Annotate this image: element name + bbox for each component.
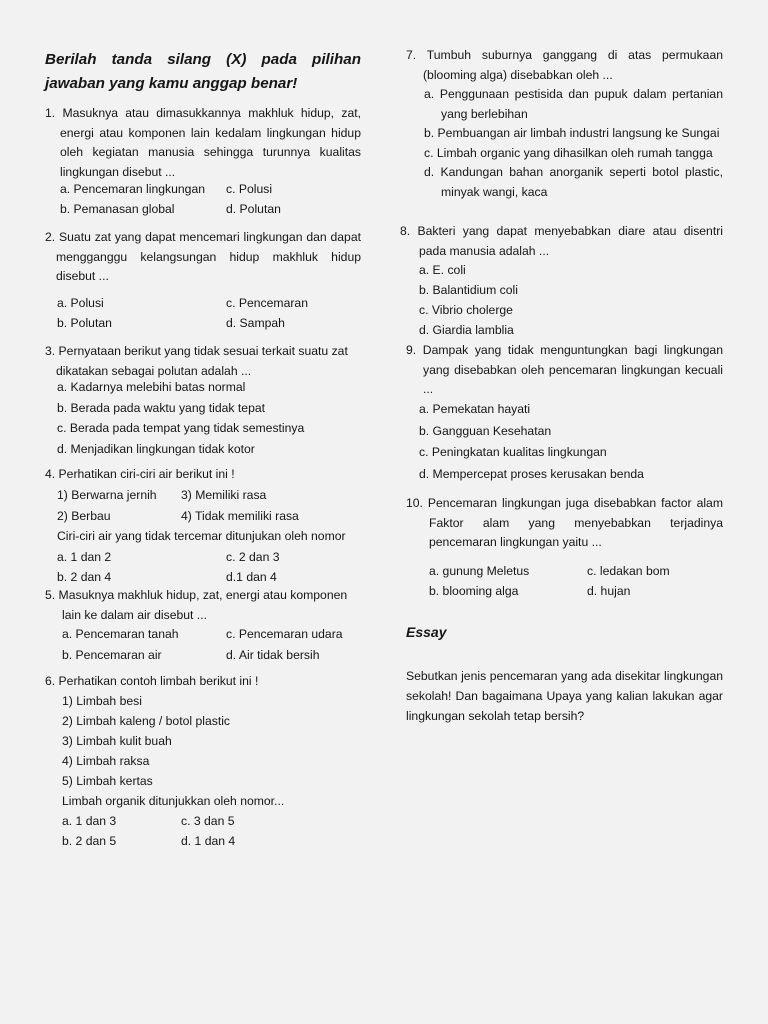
question-9-options — [419, 400, 719, 484]
q6-item-2: 2) Limbah kaleng / botol plastic — [62, 714, 231, 728]
option-5a[interactable]: a. Pencemaran tanah — [62, 627, 179, 641]
question-6-body — [62, 692, 362, 852]
q4-item-3: 3) Memiliki rasa — [181, 488, 267, 502]
option-1a[interactable]: a. Pencemaran lingkungan — [60, 182, 205, 196]
question-2-options — [57, 294, 357, 333]
option-3b[interactable]: b. Berada pada waktu yang tidak tepat — [57, 400, 266, 415]
instruction-heading: Berilah tanda silang (X) pada pilihan jawaban yang kamu anggap benar! — [45, 51, 361, 92]
option-2a[interactable]: a. Polusi — [57, 296, 104, 310]
question-1-options — [60, 180, 360, 219]
question-6-text: 6. Perhatikan contoh limbah berikut ini ! — [45, 674, 259, 688]
option-7b[interactable]: b. Pembuangan air limbah industri langsung ke Sungai — [424, 126, 720, 140]
question-2-text: 2. Suatu zat yang dapat mencemari lingkungan dan dapat mengganggu kelangsungan hidup makhluk hidup disebut ... — [45, 230, 361, 283]
option-3d[interactable]: d. Menjadikan lingkungan tidak kotor — [57, 441, 255, 456]
option-10c[interactable]: c. ledakan bom — [587, 564, 670, 578]
essay-question: Sebutkan jenis pencemaran yang ada disekitar lingkungan sekolah! Dan bagaimana Upaya yang kalian lakukan agar lingkungan sekolah tetap bersih? — [406, 669, 723, 723]
question-5-text: 5. Masuknya makhluk hidup, zat, energi atau komponen lain ke dalam air disebut ... — [45, 588, 348, 622]
option-4a[interactable]: a. 1 dan 2 — [57, 549, 112, 564]
option-5b[interactable]: b. Pencemaran air — [62, 647, 162, 662]
option-1b[interactable]: b. Pemanasan global — [60, 201, 175, 216]
option-1d[interactable]: d. Polutan — [226, 201, 281, 216]
option-6d[interactable]: d. 1 dan 4 — [181, 834, 236, 848]
question-8-options — [419, 261, 719, 341]
option-6a[interactable]: a. 1 dan 3 — [62, 814, 117, 828]
q6-item-4: 4) Limbah raksa — [62, 754, 150, 768]
option-10a[interactable]: a. gunung Meletus — [429, 564, 530, 578]
q4-item-2: 2) Berbau — [57, 508, 111, 523]
option-7c[interactable]: c. Limbah organic yang dihasilkan oleh rumah tangga — [424, 145, 713, 160]
option-2c[interactable]: c. Pencemaran — [226, 296, 308, 310]
option-7a[interactable]: a. Penggunaan pestisida dan pupuk dalam pertanian yang berlebihan — [424, 87, 723, 121]
question-9-text: 9. Dampak yang tidak menguntungkan bagi lingkungan yang disebabkan oleh pencemaran lingkungan kecuali ... — [406, 343, 723, 396]
option-6b[interactable]: b. 2 dan 5 — [62, 834, 117, 848]
question-10-options — [429, 562, 723, 602]
option-4c[interactable]: c. 2 dan 3 — [226, 549, 280, 564]
option-8d[interactable]: d. Giardia lamblia — [419, 323, 514, 337]
option-9b[interactable]: b. Gangguan Kesehatan — [419, 423, 552, 438]
option-10b[interactable]: b. blooming alga — [429, 584, 519, 598]
option-2b[interactable]: b. Polutan — [57, 315, 112, 330]
q4-item-4: 4) Tidak memiliki rasa — [181, 508, 299, 523]
option-9c[interactable]: c. Peningkatan kualitas lingkungan — [419, 445, 607, 459]
option-6c[interactable]: c. 3 dan 5 — [181, 814, 235, 828]
q4-item-1: 1) Berwarna jernih — [57, 488, 157, 502]
q6-item-1: 1) Limbah besi — [62, 694, 142, 708]
option-4d[interactable]: d.1 dan 4 — [226, 570, 277, 584]
option-5d[interactable]: d. Air tidak bersih — [226, 647, 320, 662]
question-3-options — [57, 378, 357, 459]
question-4-text: 4. Perhatikan ciri-ciri air berikut ini ! — [45, 467, 235, 481]
q6-item-5: 5) Limbah kertas — [62, 774, 153, 788]
option-8b[interactable]: b. Balantidium coli — [419, 283, 518, 297]
option-1c[interactable]: c. Polusi — [226, 182, 273, 196]
question-3-text: 3. Pernyataan berikut yang tidak sesuai terkait suatu zat dikatakan sebagai polutan adalah ... — [45, 344, 348, 378]
option-4b[interactable]: b. 2 dan 4 — [57, 570, 112, 584]
question-1-text: 1. Masuknya atau dimasukkannya makhluk hidup, zat, energi atau komponen lain kedalam lingkungan hidup oleh kegiatan manusia sehingga turunnya kualitas lingkungan disebut ... — [45, 106, 361, 179]
question-8-text: 8. Bakteri yang dapat menyebabkan diare atau disentri pada manusia adalah ... — [400, 224, 723, 258]
question-10-text: 10. Pencemaran lingkungan juga disebabkan factor alam Faktor alam yang menyebabkan terjadinya pencemaran lingkungan yaitu ... — [406, 496, 723, 549]
question-4-body — [57, 486, 365, 588]
option-8c[interactable]: c. Vibrio cholerge — [419, 303, 513, 317]
option-7d[interactable]: d. Kandungan bahan anorganik seperti botol plastic, minyak wangi, kaca — [424, 165, 723, 199]
option-3a[interactable]: a. Kadarnya melebihi batas normal — [57, 380, 246, 394]
option-9a[interactable]: a. Pemekatan hayati — [419, 402, 531, 416]
question-5-options — [62, 625, 362, 665]
essay-heading: Essay — [406, 624, 447, 640]
q4-prompt: Ciri-ciri air yang tidak tercemar ditunjukan oleh nomor — [57, 529, 346, 543]
option-3c[interactable]: c. Berada pada tempat yang tidak semestinya — [57, 421, 305, 435]
option-2d[interactable]: d. Sampah — [226, 315, 285, 330]
option-9d[interactable]: d. Mempercepat proses kerusakan benda — [419, 466, 644, 481]
question-7-options — [424, 85, 723, 202]
option-5c[interactable]: c. Pencemaran udara — [226, 627, 343, 641]
q6-item-3: 3) Limbah kulit buah — [62, 734, 172, 748]
option-8a[interactable]: a. E. coli — [419, 263, 466, 277]
option-10d[interactable]: d. hujan — [587, 584, 631, 598]
question-7-text: 7. Tumbuh suburnya ganggang di atas permukaan (blooming alga) disebabkan oleh ... — [406, 48, 723, 82]
q6-prompt: Limbah organik ditunjukkan oleh nomor... — [62, 794, 285, 808]
